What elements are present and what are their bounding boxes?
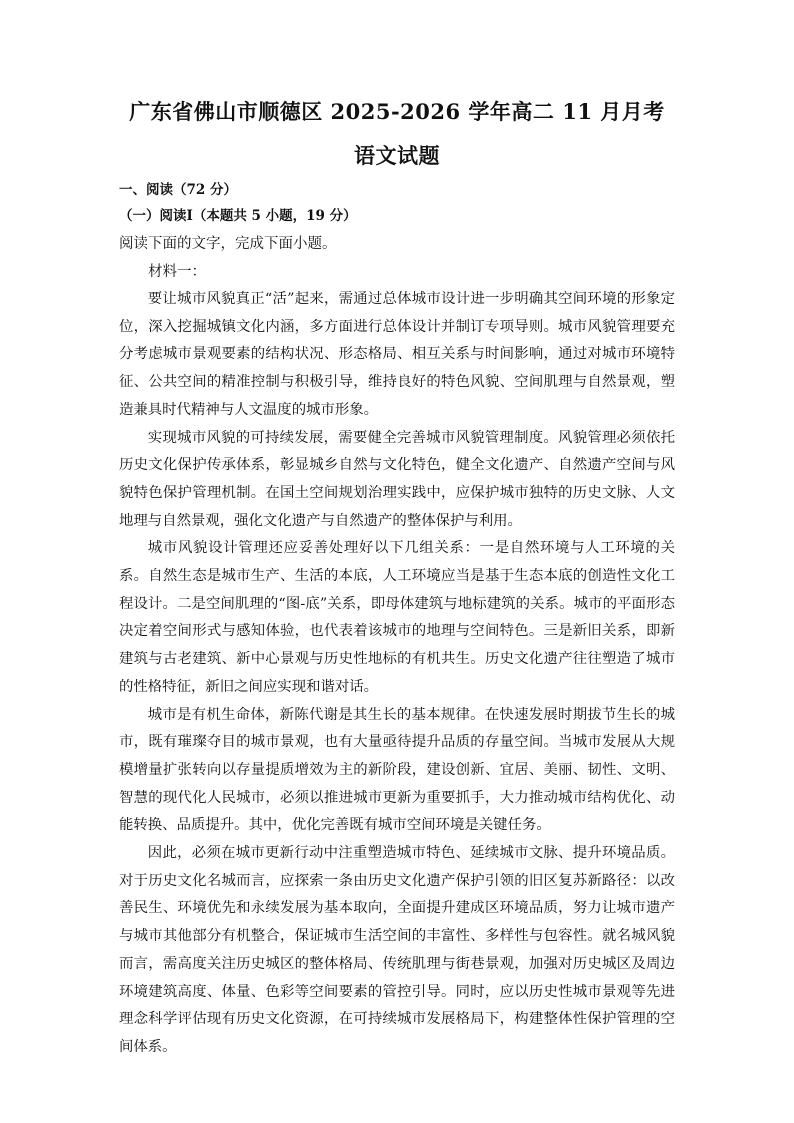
exam-subtitle: 语文试题 bbox=[354, 143, 440, 168]
paragraph-4: 城市是有机生命体，新陈代谢是其生长的基本规律。在快速发展时期拔节生长的城市，既有璀璨夺目的城市景观，也有大量亟待提升品质的存量空间。当城市发展从大规模增量扩张转向以存量提质增效为主的新阶段，建设创新、宜居、美丽、韧性、文明、智慧的现代化人民城市，必须以推进城市更新为重要抓手，大力推动城市结构优化、动能转换、品质提升。其中，优化完善既有城市空间环境是关键任务。 bbox=[119, 706, 675, 834]
section-heading-reading: 一、阅读（72 分） bbox=[119, 182, 237, 198]
reading-instruction: 阅读下面的文字，完成下面小题。 bbox=[119, 236, 337, 252]
paragraph-5: 因此，必须在城市更新行动中注重塑造城市特色、延续城市文脉、提升环境品质。对于历史文化名城而言，应探索一条由历史文化遗产保护引领的旧区复苏新路径：以改善民生、环境优先和永续发展为基本取向，全面提升建成区环境品质，努力让城市遗产与城市其他部分有机整合，保证城市生活空间的丰富性、多样性与包容性。就名城风貌而言，需高度关注历史城区的整体格局、传统肌理与街巷景观，加强对历史城区及周边环境建筑高度、体量、色彩等空间要素的管控引导。同时，应以历史性城市景观等先进理念科学评估现有历史文化资源，在可持续城市发展格局下，构建整体性保护管理的空间体系。 bbox=[119, 845, 675, 1055]
paragraph-1: 要让城市风貌真正“活”起来，需通过总体城市设计进一步明确其空间环境的形象定位，深入挖掘城镇文化内涵，多方面进行总体设计并制订专项导则。城市风貌管理要充分考虑城市景观要素的结构状况、形态格局、相互关系与时间影响，通过对城市环境特征、公共空间的精准控制与积极引导，维持良好的特色风貌、空间肌理与自然景观，塑造兼具时代精神与人文温度的城市形象。 bbox=[119, 291, 675, 418]
paragraph-3: 城市风貌设计管理还应妥善处理好以下几组关系：一是自然环境与人工环境的关系。自然生态是城市生产、生活的本底，人工环境应当是基于生态本底的创造性文化工程设计。二是空间肌理的“图-底”关系，即母体建筑与地标建筑的关系。城市的平面形态决定着空间形式与感知体验，也代表着该城市的地理与空间特色。三是新旧关系，即新建筑与古老建筑、新中心景观与历史性地标的有机共生。历史文化遗产往往塑造了城市的性格特征，新旧之间应实现和谐对话。 bbox=[119, 540, 675, 695]
material-body bbox=[119, 286, 675, 1062]
paragraph-2: 实现城市风貌的可持续发展，需要健全完善城市风貌管理制度。风貌管理必须依托历史文化保护传承体系，彰显城乡自然与文化特色，健全文化遗产、自然遗产空间与风貌特色保护管理机制。在国土空间规划治理实践中，应保护城市独特的历史文脉、人文地理与自然景观，强化文化遗产与自然遗产的整体保护与利用。 bbox=[119, 429, 675, 529]
material-label: 材料一： bbox=[148, 264, 206, 280]
exam-title: 广东省佛山市顺德区 2025-2026 学年高二 11 月月考 bbox=[129, 99, 665, 124]
subsection-heading-reading-1: （一）阅读Ⅰ（本题共 5 小题，19 分） bbox=[119, 208, 357, 224]
